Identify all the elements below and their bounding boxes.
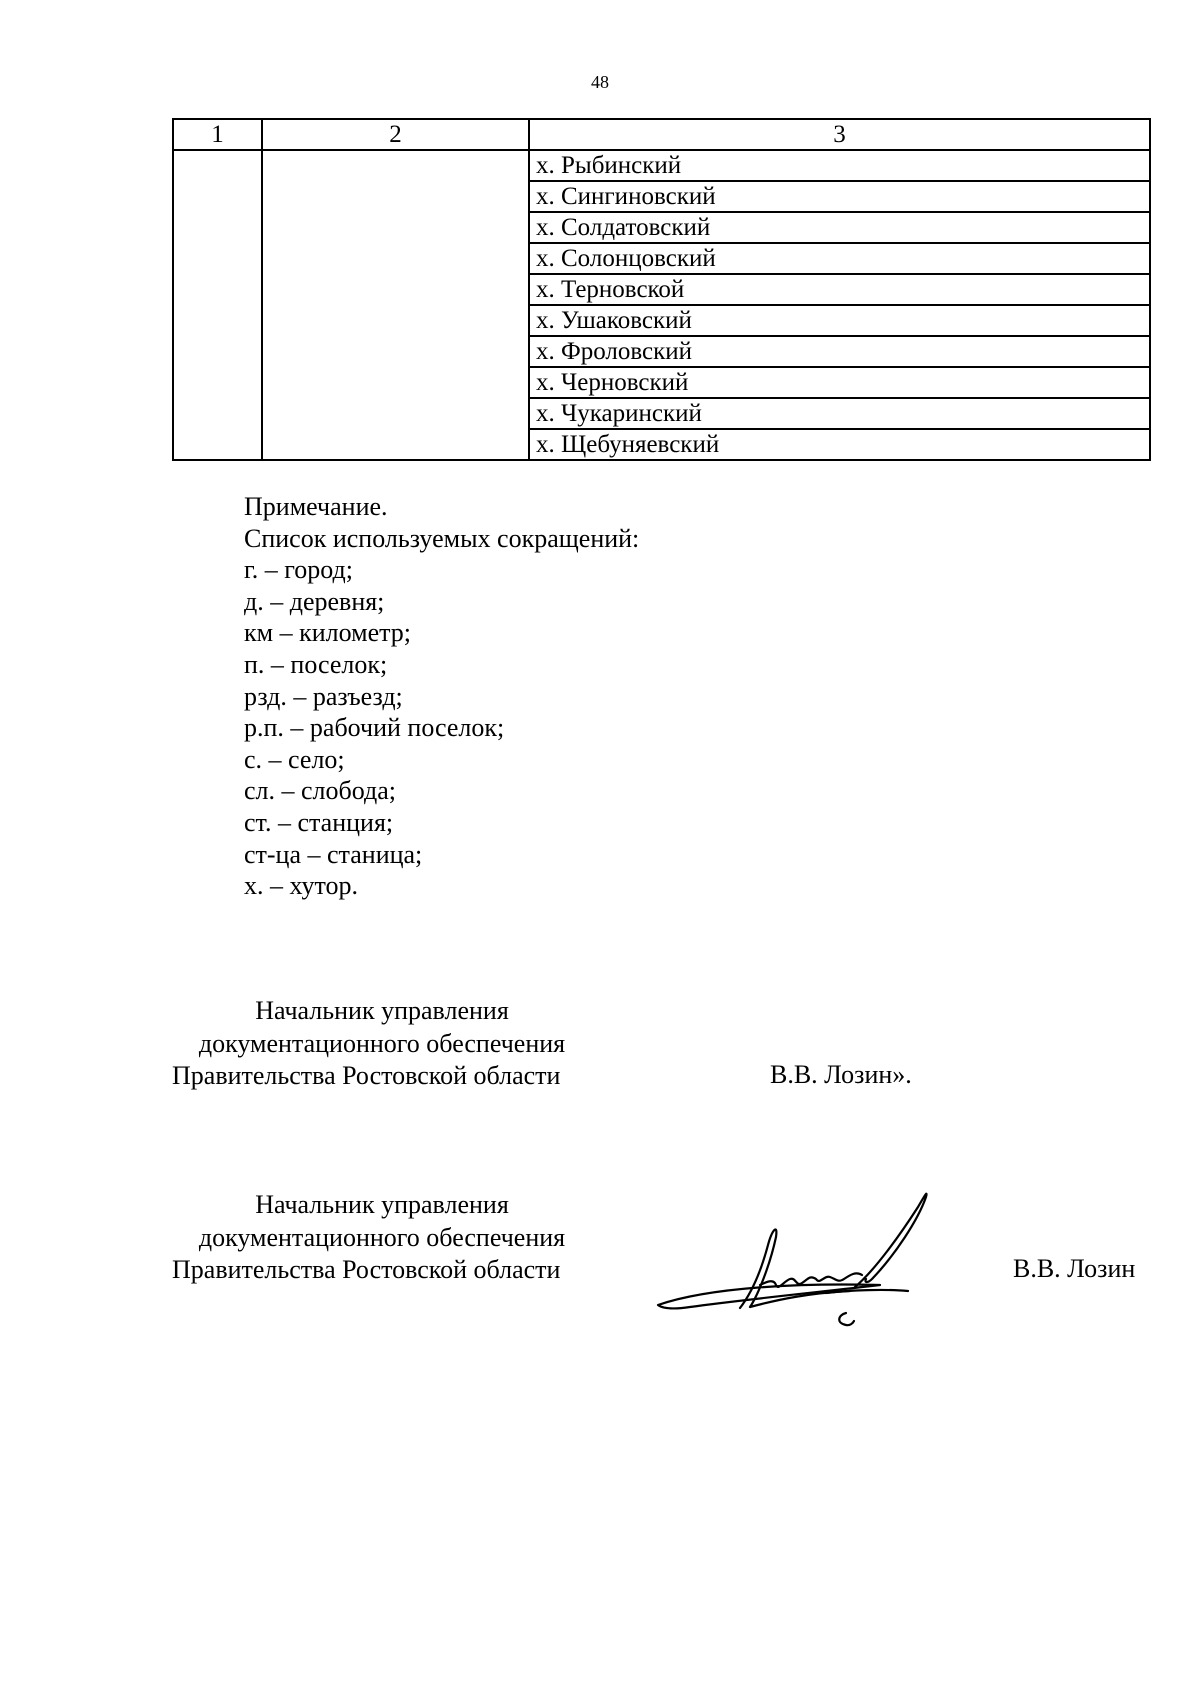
settlement-name: х. Чукаринский xyxy=(529,398,1150,429)
abbreviation-item: п. – поселок; xyxy=(244,649,388,679)
settlement-name: х. Фроловский xyxy=(529,336,1150,367)
abbreviation-item: д. – деревня; xyxy=(244,586,385,616)
signatory-name-1: В.В. Лозин». xyxy=(770,1060,912,1089)
settlement-name: х. Терновской xyxy=(529,274,1150,305)
position-line: документационного обеспечения xyxy=(198,1028,566,1058)
page-number: 48 xyxy=(591,72,609,92)
settlement-name: х. Сингиновский xyxy=(529,181,1150,212)
column-header-2: 2 xyxy=(262,119,529,150)
signatory-position-2 xyxy=(172,1189,592,1287)
position-line: Начальник управления xyxy=(255,996,509,1025)
position-line: документационного обеспечения xyxy=(198,1222,566,1252)
abbreviation-item: ст. – станция; xyxy=(244,807,394,837)
abbreviations-note xyxy=(244,491,639,902)
position-line: Начальник управления xyxy=(255,1190,509,1219)
abbreviation-item: г. – город; xyxy=(244,555,353,585)
table-header-row xyxy=(173,119,1150,150)
empty-cell-col2 xyxy=(262,150,529,460)
abbreviation-item: рзд. – разъезд; xyxy=(244,681,403,711)
abbreviation-item: км – километр; xyxy=(244,618,412,648)
settlement-name: х. Солонцовский xyxy=(529,243,1150,274)
signatory-name-2: В.В. Лозин xyxy=(1013,1254,1136,1283)
note-subtitle: Список используемых сокращений: xyxy=(244,523,640,553)
empty-cell-col1 xyxy=(173,150,262,460)
abbreviation-item: р.п. – рабочий поселок; xyxy=(244,713,505,743)
abbreviation-item: сл. – слобода; xyxy=(244,776,397,806)
settlements-table xyxy=(172,118,1151,461)
abbreviation-item: с. – село; xyxy=(244,744,345,774)
settlement-name: х. Рыбинский xyxy=(529,150,1150,181)
settlement-name: х. Солдатовский xyxy=(529,212,1150,243)
handwritten-signature xyxy=(650,1175,990,1335)
abbreviation-item: х. – хутор. xyxy=(244,871,359,901)
note-title: Примечание. xyxy=(244,492,388,521)
settlement-name: х. Черновский xyxy=(529,367,1150,398)
settlement-name: х. Щебуняевский xyxy=(529,429,1150,460)
position-line: Правительства Ростовской области xyxy=(172,1061,561,1090)
table-row xyxy=(173,150,1150,181)
signatory-position-1 xyxy=(172,995,592,1093)
abbreviation-item: ст-ца – станица; xyxy=(244,839,423,869)
column-header-1: 1 xyxy=(173,119,262,150)
settlement-name: х. Ушаковский xyxy=(529,305,1150,336)
column-header-3: 3 xyxy=(529,119,1150,150)
position-line: Правительства Ростовской области xyxy=(172,1255,561,1284)
